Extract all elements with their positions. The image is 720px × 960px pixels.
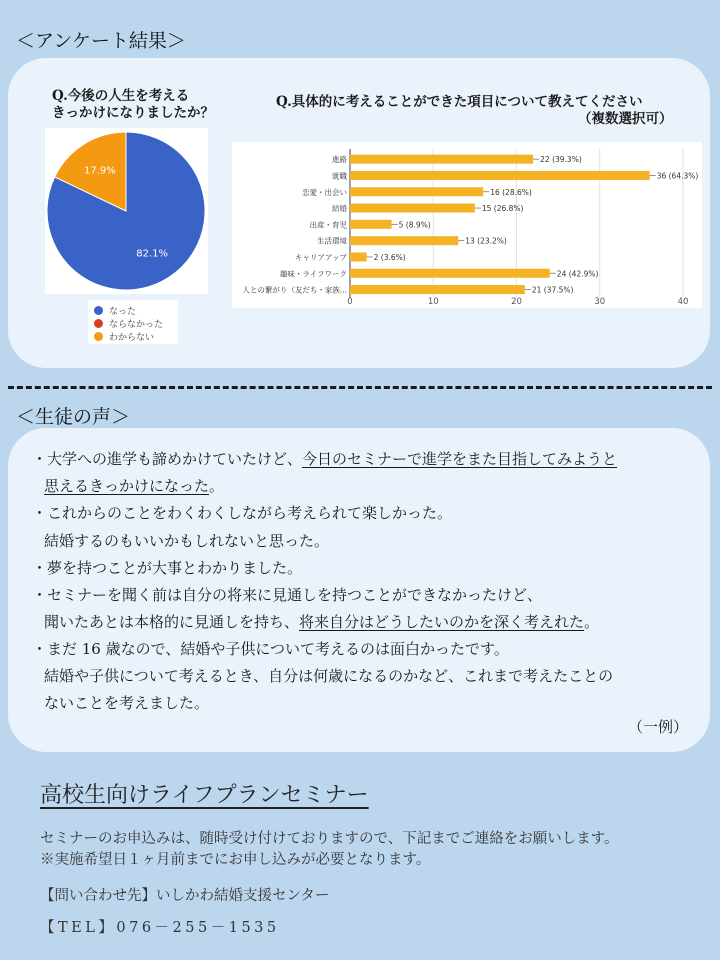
question-2-title: Q.具体的に考えることができた項目について教えてください — [276, 94, 643, 110]
bar-chart — [232, 142, 702, 308]
voice-line — [44, 692, 209, 713]
bar — [350, 204, 475, 213]
x-tick-label: 40 — [677, 297, 689, 307]
survey-heading: ＜アンケート結果＞ — [16, 30, 186, 52]
data-label: 5 (8.9%) — [398, 220, 431, 230]
category-label: 趣味・ライフワーク — [279, 269, 347, 279]
category-label: 結婚 — [332, 204, 347, 214]
category-label: 就職 — [332, 171, 347, 181]
bar — [350, 252, 367, 261]
contact-tel: 【TEL】076－255－1535 — [40, 920, 280, 936]
category-label: キャリアアップ — [295, 252, 347, 262]
bar — [350, 187, 483, 196]
voice-line — [32, 502, 452, 523]
legend-swatch — [94, 306, 103, 315]
seminar-application-note: セミナーのお申込みは、随時受け付けておりますので、下記までご連絡をお願いします。 — [40, 831, 619, 847]
voice-line — [32, 584, 542, 605]
x-tick-label: 10 — [427, 297, 439, 307]
legend-label: なった — [109, 307, 137, 317]
legend-swatch — [94, 332, 103, 341]
bar — [350, 220, 392, 229]
category-label: 恋愛・出会い — [302, 187, 347, 197]
bar — [350, 269, 550, 278]
voice-text: ・まだ 16 歳なので、結婚や子供について考えるのは面白かったです。 — [32, 640, 509, 658]
legend-item — [94, 317, 163, 330]
question-1 — [52, 88, 214, 122]
question-2-note: （複数選択可） — [578, 111, 673, 127]
voice-line — [44, 611, 599, 632]
voice-line — [44, 665, 613, 686]
legend-swatch — [94, 319, 103, 328]
voices-heading: ＜生徒の声＞ — [16, 406, 131, 428]
voice-emphasis: 思えるきっかけになった — [44, 477, 210, 495]
bar-chart-panel — [232, 142, 702, 308]
pie-slice-label: 82.1% — [136, 248, 169, 260]
data-label: 21 (37.5%) — [531, 285, 574, 295]
data-label: 16 (28.6%) — [490, 187, 532, 197]
voice-text: 聞いたあとは本格的に見通しを持ち、 — [44, 613, 300, 631]
question-1-line1: Q.今後の人生を考える — [52, 88, 190, 104]
question-1-line2: きっかけになりましたか？ — [52, 105, 214, 121]
pie-slice-label: 17.9% — [83, 165, 116, 177]
voice-text: ないことを考えました。 — [44, 694, 210, 712]
legend-item — [94, 304, 136, 317]
pie-chart-panel — [45, 128, 208, 294]
voice-text: ・夢を持つことが大事とわかりました。 — [32, 559, 303, 577]
voice-line — [44, 530, 329, 551]
voice-text: 結婚するのもいいかもしれないと思った。 — [44, 532, 330, 550]
legend-label: わからない — [109, 333, 155, 343]
bar — [350, 236, 458, 245]
pie-legend — [88, 300, 178, 344]
voice-emphasis: 今日のセミナーで進学をまた目指してみようと — [302, 450, 618, 468]
data-label: 13 (23.2%) — [465, 236, 507, 246]
category-label: 出産・育児 — [309, 220, 347, 230]
example-note: （一例） — [628, 718, 689, 736]
voice-text: 。 — [584, 613, 600, 631]
x-tick-label: 0 — [347, 297, 353, 307]
voice-text: ・大学への進学も諦めかけていたけど、 — [32, 450, 303, 468]
data-label: 24 (42.9%) — [556, 269, 599, 279]
data-label: 36 (64.3%) — [656, 171, 699, 181]
voice-text: ・セミナーを聞く前は自分の将来に見通しを持つことができなかったけど、 — [32, 586, 543, 604]
voice-text: 。 — [209, 477, 225, 495]
seminar-deadline-note: ※実施希望日１ヶ月前までにお申し込みが必要となります。 — [40, 852, 431, 868]
pie-chart — [45, 128, 208, 294]
voice-emphasis: 将来自分はどうしたいのかを深く考えれた — [299, 613, 585, 631]
category-label: 進路 — [332, 155, 347, 165]
category-label: 生活環境 — [317, 236, 347, 246]
data-label: 15 (26.8%) — [481, 204, 524, 214]
contact-info: 【問い合わせ先】いしかわ結婚支援センター — [40, 888, 330, 904]
seminar-title: 高校生向けライフプランセミナー — [40, 783, 369, 808]
voice-line — [32, 448, 617, 469]
category-label: 人との繋がり（友だち・家族... — [242, 285, 347, 295]
data-label: 22 (39.3%) — [540, 155, 582, 165]
legend-label: ならなかった — [109, 320, 164, 330]
voice-text: 結婚や子供について考えるとき、自分は何歳になるのかなど、これまで考えたことの — [44, 667, 614, 685]
bar — [350, 155, 533, 164]
bar — [350, 171, 650, 180]
bar — [350, 285, 525, 294]
voice-text: ・これからのことをわくわくしながら考えられて楽しかった。 — [32, 504, 453, 522]
voice-line — [32, 638, 509, 659]
section-divider — [8, 386, 712, 389]
voice-line — [32, 557, 302, 578]
x-tick-label: 20 — [511, 297, 522, 307]
x-tick-label: 30 — [594, 297, 606, 307]
legend-item — [94, 330, 154, 343]
voice-line — [44, 475, 224, 496]
data-label: 2 (3.6%) — [373, 252, 406, 262]
